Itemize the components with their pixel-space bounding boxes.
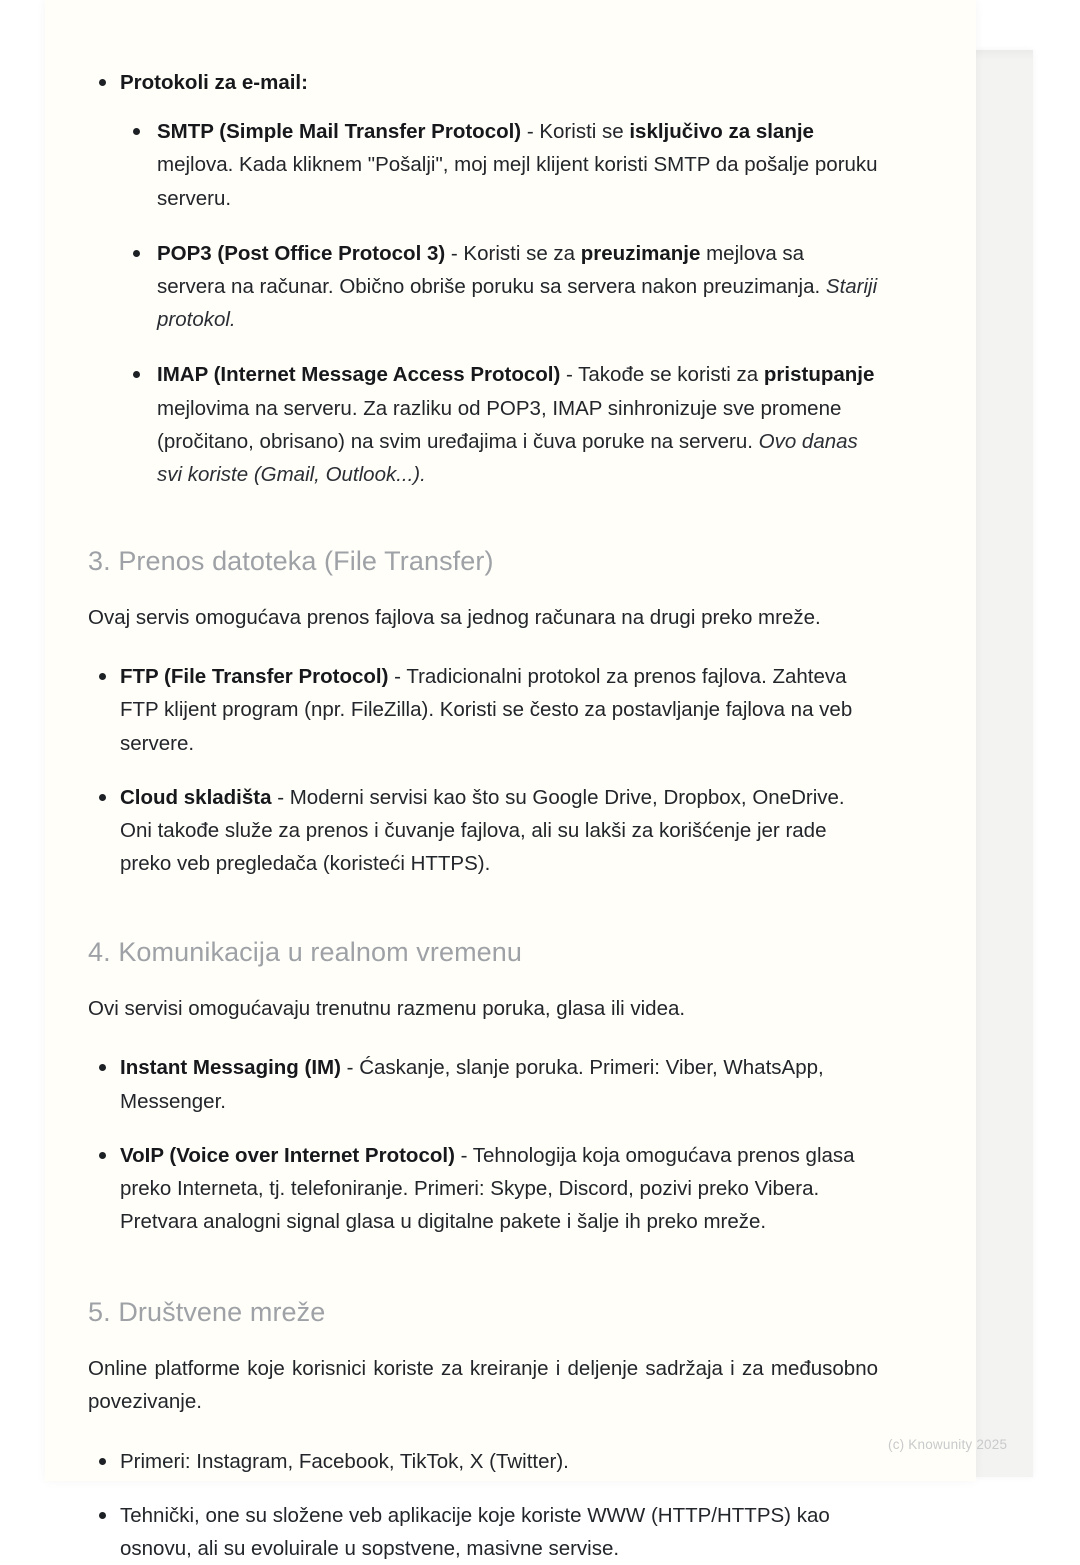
file-transfer-list (88, 660, 878, 880)
list-item-cloud-storage (88, 781, 878, 881)
imap-desc-post: mejlovima na serveru. Za razliku od POP3, IMAP sinhronizuje sve promene (pročitano, obrisano) na svim uređajima i čuva poruke na serveru. (157, 396, 842, 453)
list-item-voip (88, 1139, 878, 1239)
smtp-dash: - (521, 120, 540, 144)
list-item-social-technical: Tehnički, one su složene veb aplikacije koje koriste WWW (HTTP/HTTPS) kao osnovu, ali su evoluirale u sopstvene, masivne servise. (88, 1499, 878, 1565)
imap-dash: - (560, 363, 579, 387)
section-heading-4: 4. Komunikacija u realnom vremenu (88, 937, 523, 968)
list-item-smtp (120, 115, 878, 215)
cloud-dash: - (271, 785, 290, 809)
ftp-term: FTP (File Transfer Protocol) (120, 665, 389, 689)
email-protocols-heading: Protokoli za e-mail: (120, 71, 308, 94)
smtp-term: SMTP (Simple Mail Transfer Protocol) (157, 120, 522, 144)
list-item-social-examples: Primeri: Instagram, Facebook, TikTok, X (Twitter). (88, 1445, 878, 1478)
page-edge-sheen (976, 50, 1033, 60)
section-heading-5: 5. Društvene mreže (88, 1297, 326, 1328)
imap-desc-italic: Ovo danas svi koriste (Gmail, Outlook...). (157, 429, 858, 487)
smtp-desc-post: mejlova. Kada kliknem "Pošalji", moj mejl klijent koristi SMTP da pošalje poruku serveru. (157, 153, 878, 210)
pop3-desc-pre: Koristi se za (463, 241, 581, 265)
section-3-intro: Ovaj servis omogućava prenos fajlova sa jednog računara na drugi preko mreže. (88, 605, 821, 629)
imap-desc-pre: Takođe se koristi za (578, 363, 764, 387)
social-networks-list (88, 1445, 878, 1565)
voip-dash: - (454, 1143, 473, 1167)
list-item-imap (120, 358, 878, 491)
ftp-desc: Tradicionalni protokol za prenos fajlova. Zahteva FTP klijent program (npr. FileZilla). Koristi se često za postavljanje fajlova na veb servere. (120, 665, 853, 755)
list-item-email-protocols (88, 66, 878, 491)
voip-desc: Tehnologija koja omogućava prenos glasa preko Interneta, tj. telefoniranje. Primeri: Skype, Discord, pozivi preko Vibera. Pretvara analogni signal glasa u digitalne pakete i šalje ih preko mreže. (120, 1143, 855, 1234)
pop3-desc-post: mejlova sa servera na računar. Obično obriše poruku sa servera nakon preuzimanja. (157, 241, 826, 299)
pop3-term: POP3 (Post Office Protocol 3) (157, 241, 446, 265)
next-page-edge (975, 50, 1033, 1477)
smtp-desc-bold: isključivo za slanje (629, 120, 814, 144)
voip-term: VoIP (Voice over Internet Protocol) (120, 1143, 455, 1167)
pop3-dash: - (445, 241, 464, 265)
imap-desc-bold: pristupanje (763, 363, 875, 387)
email-protocols-list (88, 66, 878, 491)
im-dash: - (340, 1056, 360, 1080)
smtp-desc-pre: Koristi se (539, 120, 630, 144)
cloud-desc: Moderni servisi kao što su Google Drive, Dropbox, OneDrive. Oni takođe služe za prenos i čuvanje fajlova, ali su lakši za korišćenje jer rade preko veb pregledača (koristeći HTTPS). (120, 785, 845, 876)
pop3-desc-bold: preuzimanje (580, 241, 701, 265)
list-item-instant-messaging (88, 1051, 878, 1117)
im-term: Instant Messaging (IM) (120, 1056, 341, 1080)
pop3-desc-italic: Stariji protokol. (157, 275, 878, 332)
ftp-dash: - (388, 665, 407, 689)
cloud-term: Cloud skladišta (120, 785, 272, 809)
page-content (88, 40, 878, 1565)
list-item-ftp (88, 660, 878, 760)
section-heading-3: 3. Prenos datoteka (File Transfer) (88, 546, 494, 577)
email-protocol-sublist (120, 115, 878, 491)
realtime-communication-list (88, 1051, 878, 1238)
section-4-intro: Ovi servisi omogućavaju trenutnu razmenu poruka, glasa ili videa. (88, 997, 686, 1021)
copyright-watermark: (c) Knowunity 2025 (888, 1437, 1008, 1452)
im-desc: Ćaskanje, slanje poruka. Primeri: Viber, WhatsApp, Messenger. (120, 1056, 824, 1113)
section-5-intro: Online platforme koje korisnici koriste za kreiranje i deljenje sadržaja i za međusobno povezivanje. (88, 1357, 878, 1414)
list-item-pop3 (120, 237, 878, 337)
imap-term: IMAP (Internet Message Access Protocol) (157, 363, 561, 387)
document-page (45, 0, 976, 1560)
